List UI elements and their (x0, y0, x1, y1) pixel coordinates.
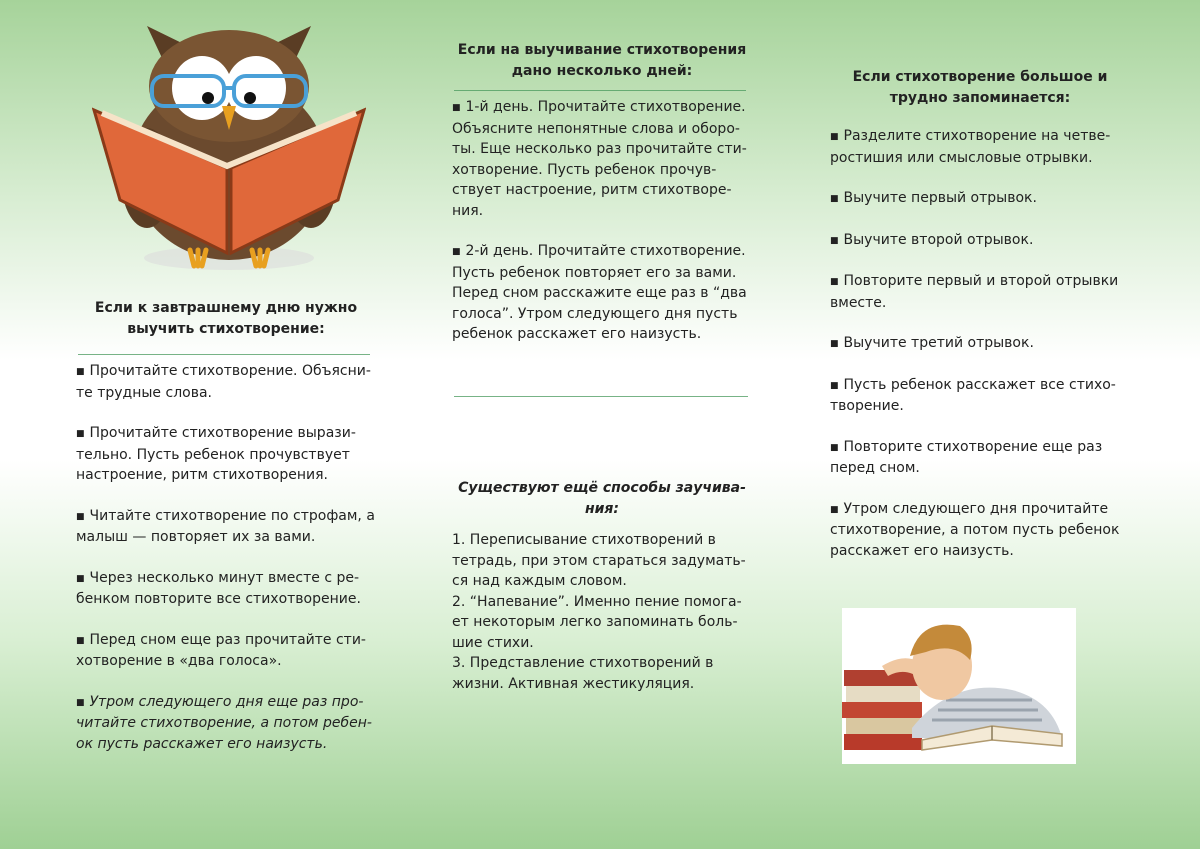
list-item: ■ Утром следующего дня прочитайте стихотворение, а потом пусть ребенок расскажет его наизусть. (830, 499, 1130, 562)
column-tomorrow (76, 298, 376, 774)
method-item: 3. Представление стихотворений в жизни. Активная жестикуляция. (452, 655, 714, 692)
list-item: ■ Прочитайте стихотворение. Объясни-те трудные слова. (76, 361, 376, 403)
column-large-poem (830, 67, 1130, 581)
list-item: ■ Перед сном еще раз прочитайте сти-хотворение в «два голоса». (76, 630, 376, 672)
column-several-days (452, 40, 752, 365)
col2-list (452, 97, 752, 345)
list-item: ■ Пусть ребенок расскажет все стихо-творение. (830, 375, 1130, 417)
list-item: ■ Выучите второй отрывок. (830, 230, 1130, 252)
list-item: ■ Через несколько минут вместе с ре-бенком повторите все стихотворение. (76, 568, 376, 610)
col1-divider (78, 354, 370, 355)
column-methods (452, 478, 752, 694)
col2-heading: Если на выучивание стихотворения дано несколько дней: (457, 42, 747, 79)
method-item: 1. Переписывание стихотворений в тетрадь, при этом стараться задумать-ся над каждым словом. (452, 532, 746, 589)
col1-heading: Если к завтрашнему дню нужно выучить стихотворение: (94, 300, 358, 337)
list-item: ■ Разделите стихотворение на четве-ростишия или смысловые отрывки. (830, 126, 1130, 168)
col2-divider-bottom (454, 396, 748, 397)
owl-reading-book-illustration (92, 18, 366, 276)
list-item: ■ Выучите третий отрывок. (830, 333, 1130, 355)
list-item: ■ Утром следующего дня еще раз про-читайте стихотворение, а потом ребен-ок пусть расскажет его наизусть. (76, 692, 376, 755)
list-item: ■ 1-й день. Прочитайте стихотворение. Объясните непонятные слова и оборо-ты. Еще несколько раз прочитайте сти-хотворение. Пусть ребенок прочув-ствует настроение, ритм стихотворе-ния. (452, 97, 752, 221)
methods-heading: Существуют ещё способы заучива-ния: (458, 480, 746, 517)
list-item: ■ Выучите первый отрывок. (830, 188, 1130, 210)
list-item: ■ Читайте стихотворение по строфам, а малыш — повторяет их за вами. (76, 506, 376, 548)
col3-list (830, 126, 1130, 561)
col3-heading: Если стихотворение большое и трудно запоминается: (852, 69, 1108, 106)
list-item: ■ 2-й день. Прочитайте стихотворение. Пусть ребенок повторяет его за вами. Перед сном расскажите еще раз в “два голоса”. Утром следующего дня пусть ребенок расскажет его наизусть. (452, 241, 752, 345)
list-item: ■ Повторите первый и второй отрывки вместе. (830, 271, 1130, 313)
list-item: ■ Прочитайте стихотворение вырази-тельно. Пусть ребенок прочувствует настроение, ритм стихотворения. (76, 423, 376, 486)
col2-divider (454, 90, 746, 91)
list-item: ■ Повторите стихотворение еще раз перед сном. (830, 437, 1130, 479)
col1-list (76, 361, 376, 754)
method-item: 2. “Напевание”. Именно пение помога-ет некоторым легко запоминать боль-шие стихи. (452, 593, 742, 651)
boy-with-books-photo (842, 608, 1076, 764)
